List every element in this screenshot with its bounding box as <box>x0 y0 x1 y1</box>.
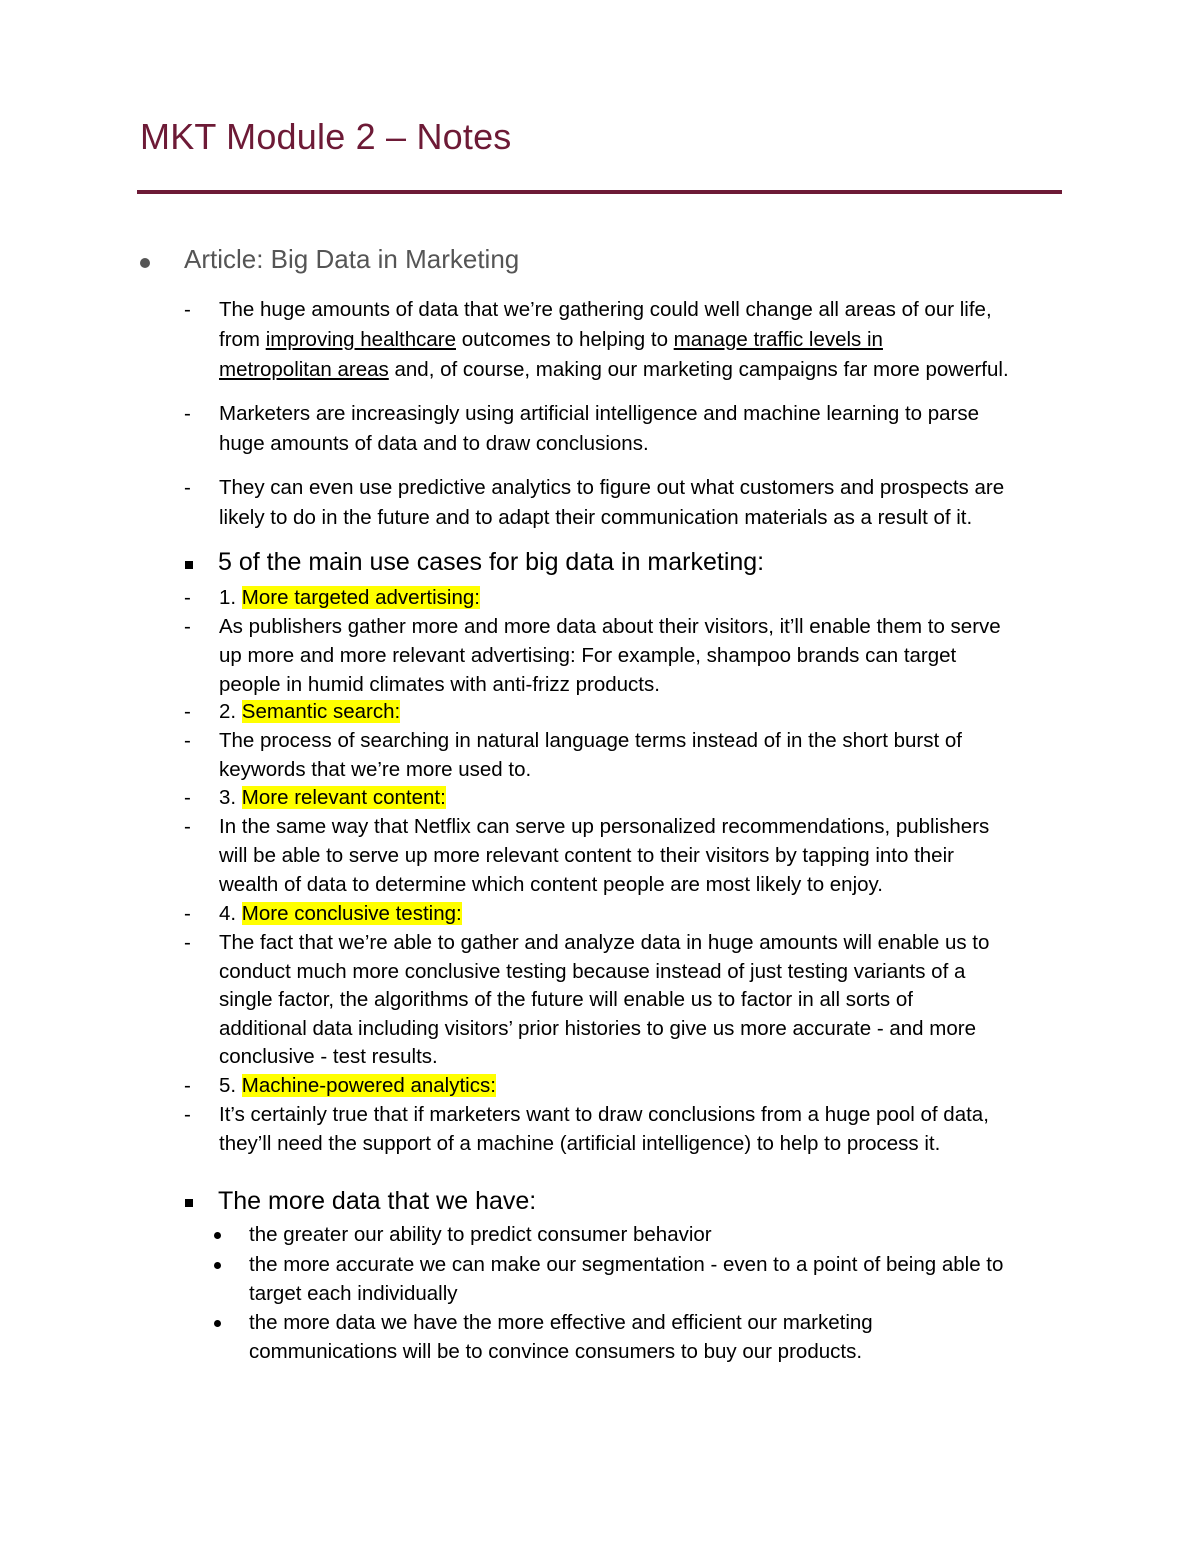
text-line: keywords that we’re more used to. <box>219 758 532 781</box>
case-number: 3. <box>219 786 242 809</box>
topic-text: Article: Big Data in Marketing <box>184 244 520 274</box>
use-case-title <box>219 783 1079 812</box>
dash-marker: - <box>184 586 191 609</box>
case-number: 4. <box>219 902 242 925</box>
highlighted-title: Machine-powered analytics: <box>241 1074 496 1097</box>
dash-marker: - <box>184 931 191 954</box>
highlighted-title: More relevant content: <box>241 786 446 809</box>
dash-marker: - <box>184 615 191 638</box>
case-number: 5. <box>219 1074 242 1097</box>
text-line <box>219 355 1079 384</box>
text-line: communications will be to convince consumers to buy our products. <box>249 1340 863 1363</box>
dash-marker: - <box>184 1103 191 1126</box>
text-line: the more data we have the more effective and efficient our marketing <box>249 1311 873 1334</box>
dash-marker: - <box>184 476 191 499</box>
bullet-dot-icon <box>214 1320 221 1327</box>
text-line: additional data including visitors’ prior histories to give us more accurate - and more <box>219 1017 976 1040</box>
bullet-dot-icon <box>140 258 150 268</box>
dash-marker: - <box>184 729 191 752</box>
text-line: In the same way that Netflix can serve up personalized recommendations, publishers <box>219 815 990 838</box>
page-title: MKT Module 2 – Notes <box>140 116 512 157</box>
text-line: up more and more relevant advertising: For example, shampoo brands can target <box>219 644 957 667</box>
use-case-title <box>219 899 1079 928</box>
dash-marker: - <box>184 700 191 723</box>
text-line: Marketers are increasingly using artificial intelligence and machine learning to parse <box>219 402 980 425</box>
text-line: wealth of data to determine which content people are most likely to enjoy. <box>219 873 883 896</box>
text-line: conduct much more conclusive testing because instead of just testing variants of a <box>219 960 966 983</box>
dash-marker: - <box>184 786 191 809</box>
underlined-text: manage traffic levels in <box>673 328 883 351</box>
highlighted-title: More conclusive testing: <box>241 902 462 925</box>
text-line: The process of searching in natural language terms instead of in the short burst of <box>219 729 962 752</box>
text-line: will be able to serve up more relevant content to their visitors by tapping into their <box>219 844 954 867</box>
text-line: they’ll need the support of a machine (artificial intelligence) to help to process it. <box>219 1132 941 1155</box>
bullet-dot-icon <box>214 1232 221 1239</box>
text-line: single factor, the algorithms of the future will enable us to factor in all sorts of <box>219 988 913 1011</box>
text-line: The huge amounts of data that we’re gathering could well change all areas of our life, <box>219 298 992 321</box>
use-case-title <box>219 583 1079 612</box>
text-line: the more accurate we can make our segmentation - even to a point of being able to <box>249 1253 1004 1276</box>
text-line: the greater our ability to predict consumer behavior <box>249 1223 712 1246</box>
highlighted-title: More targeted advertising: <box>241 586 480 609</box>
case-number: 2. <box>219 700 242 723</box>
text-line: target each individually <box>249 1282 458 1305</box>
case-number: 1. <box>219 586 242 609</box>
text-line <box>219 325 1079 354</box>
text-line: It’s certainly true that if marketers want to draw conclusions from a huge pool of data, <box>219 1103 989 1126</box>
text-line: huge amounts of data and to draw conclusions. <box>219 432 649 455</box>
text-line: They can even use predictive analytics to figure out what customers and prospects are <box>219 476 1005 499</box>
square-bullet-icon <box>185 561 193 569</box>
text-line: The fact that we’re able to gather and analyze data in huge amounts will enable us to <box>219 931 990 954</box>
text-line: likely to do in the future and to adapt their communication materials as a result of it. <box>219 506 973 529</box>
text-line: As publishers gather more and more data about their visitors, it’ll enable them to serve <box>219 615 1001 638</box>
underlined-text: metropolitan areas <box>219 358 389 381</box>
title-divider <box>137 190 1062 194</box>
use-case-title <box>219 1071 1079 1100</box>
dash-marker: - <box>184 1074 191 1097</box>
text-span: outcomes to helping to <box>456 328 674 351</box>
text-line: conclusive - test results. <box>219 1045 438 1068</box>
dash-marker: - <box>184 815 191 838</box>
text-span: from <box>219 328 266 351</box>
heading-text: 5 of the main use cases for big data in marketing: <box>218 548 765 576</box>
dash-marker: - <box>184 298 191 321</box>
bullet-dot-icon <box>214 1262 221 1269</box>
text-line: people in humid climates with anti-frizz products. <box>219 673 660 696</box>
underlined-text: improving healthcare <box>265 328 456 351</box>
text-span: and, of course, making our marketing campaigns far more powerful. <box>388 358 1009 381</box>
dash-marker: - <box>184 402 191 425</box>
heading-text: The more data that we have: <box>218 1187 537 1215</box>
square-bullet-icon <box>185 1199 193 1207</box>
highlighted-title: Semantic search: <box>241 700 401 723</box>
dash-marker: - <box>184 902 191 925</box>
use-case-title <box>219 697 1079 726</box>
